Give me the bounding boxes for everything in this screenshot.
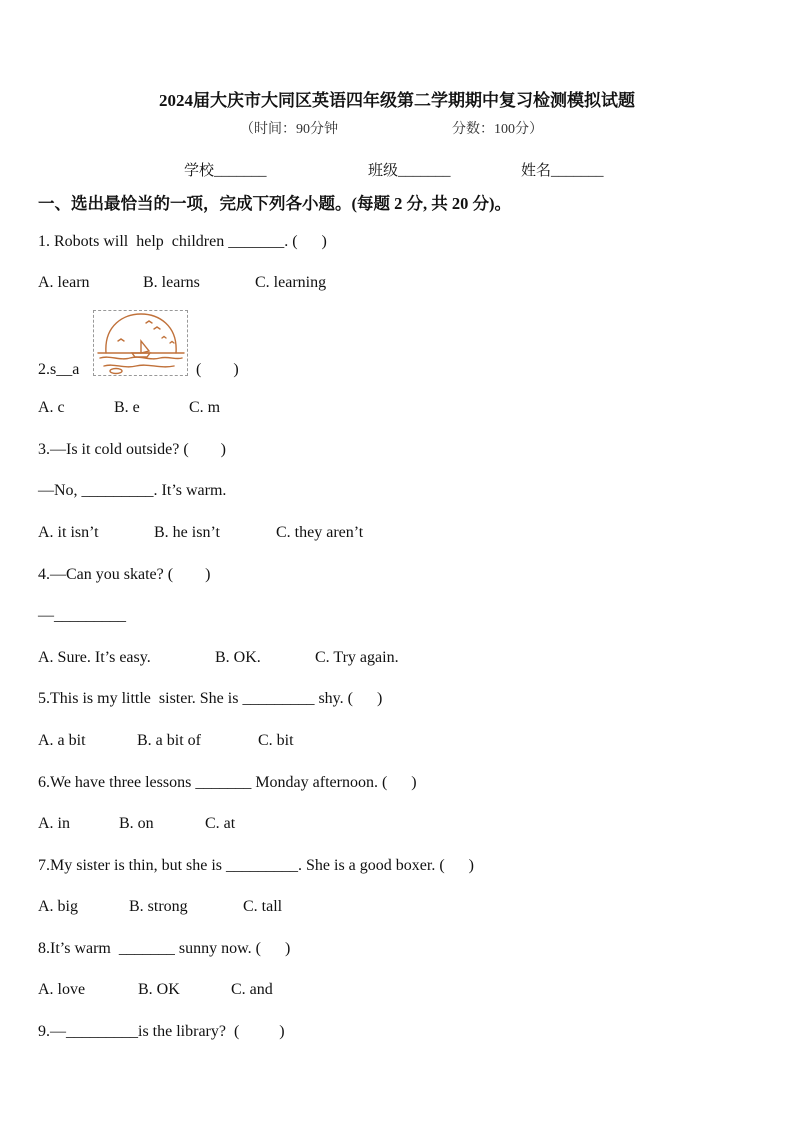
question-5-option-b: B. a bit of — [137, 732, 201, 749]
question-2-option-a: A. c — [38, 399, 65, 416]
question-1-stem: 1. Robots will help children _______. ( ) — [38, 233, 327, 250]
question-6-option-a: A. in — [38, 815, 70, 832]
question-4-option-c: C. Try again. — [315, 649, 399, 666]
question-4-option-b: B. OK. — [215, 649, 261, 666]
class-field: 班级_______ — [368, 163, 451, 179]
question-6-option-c: C. at — [205, 815, 236, 832]
question-7-option-a: A. big — [38, 898, 78, 915]
question-7-stem: 7.My sister is thin, but she is _________. She is a good boxer. ( ) — [38, 857, 474, 874]
school-field: 学校_______ — [184, 163, 267, 179]
question-2-stem: 2.s__a — [38, 361, 80, 378]
question-1-option-c: C. learning — [255, 274, 327, 291]
question-5-option-c: C. bit — [258, 732, 294, 749]
question-2-option-c: C. m — [189, 399, 221, 416]
question-1-option-a: A. learn — [38, 274, 90, 291]
question-3-stem: 3.—Is it cold outside? ( ) — [38, 441, 226, 458]
question-4-reply: —_________ — [38, 607, 126, 624]
question-8-option-b: B. OK — [138, 981, 180, 998]
question-4-option-a: A. Sure. It’s easy. — [38, 649, 151, 666]
section-heading: 一、选出最恰当的一项，完成下列各小题。(每题 2 分, 共 20 分)。 — [38, 194, 511, 213]
exam-title: 2024届大庆市大同区英语四年级第二学期期中复习检测模拟试题 — [159, 91, 635, 110]
question-6-stem: 6.We have three lessons _______ Monday afternoon. ( ) — [38, 774, 417, 791]
question-2-blank: ( ) — [196, 361, 239, 378]
question-5-stem: 5.This is my little sister. She is _________ shy. ( ) — [38, 690, 383, 707]
question-4-stem: 4.—Can you skate? ( ) — [38, 566, 211, 583]
exam-time: （时间：90分钟 — [240, 122, 338, 137]
question-2-option-b: B. e — [114, 399, 140, 416]
question-1-option-b: B. learns — [143, 274, 200, 291]
question-5-option-a: A. a bit — [38, 732, 86, 749]
exam-score: 分数：100分） — [452, 122, 543, 137]
question-9-stem: 9.—_________is the library? ( ) — [38, 1023, 285, 1040]
question-8-option-c: C. and — [231, 981, 273, 998]
name-field: 姓名_______ — [521, 163, 604, 179]
question-7-option-b: B. strong — [129, 898, 188, 915]
question-7-option-c: C. tall — [243, 898, 283, 915]
question-3-option-c: C. they aren’t — [276, 524, 364, 541]
question-3-reply: —No, _________. It’s warm. — [38, 482, 227, 499]
question-8-option-a: A. love — [38, 981, 86, 998]
sea-picture-icon — [93, 310, 188, 376]
question-3-option-b: B. he isn’t — [154, 524, 220, 541]
question-8-stem: 8.It’s warm _______ sunny now. ( ) — [38, 940, 291, 957]
question-3-option-a: A. it isn’t — [38, 524, 99, 541]
question-6-option-b: B. on — [119, 815, 154, 832]
